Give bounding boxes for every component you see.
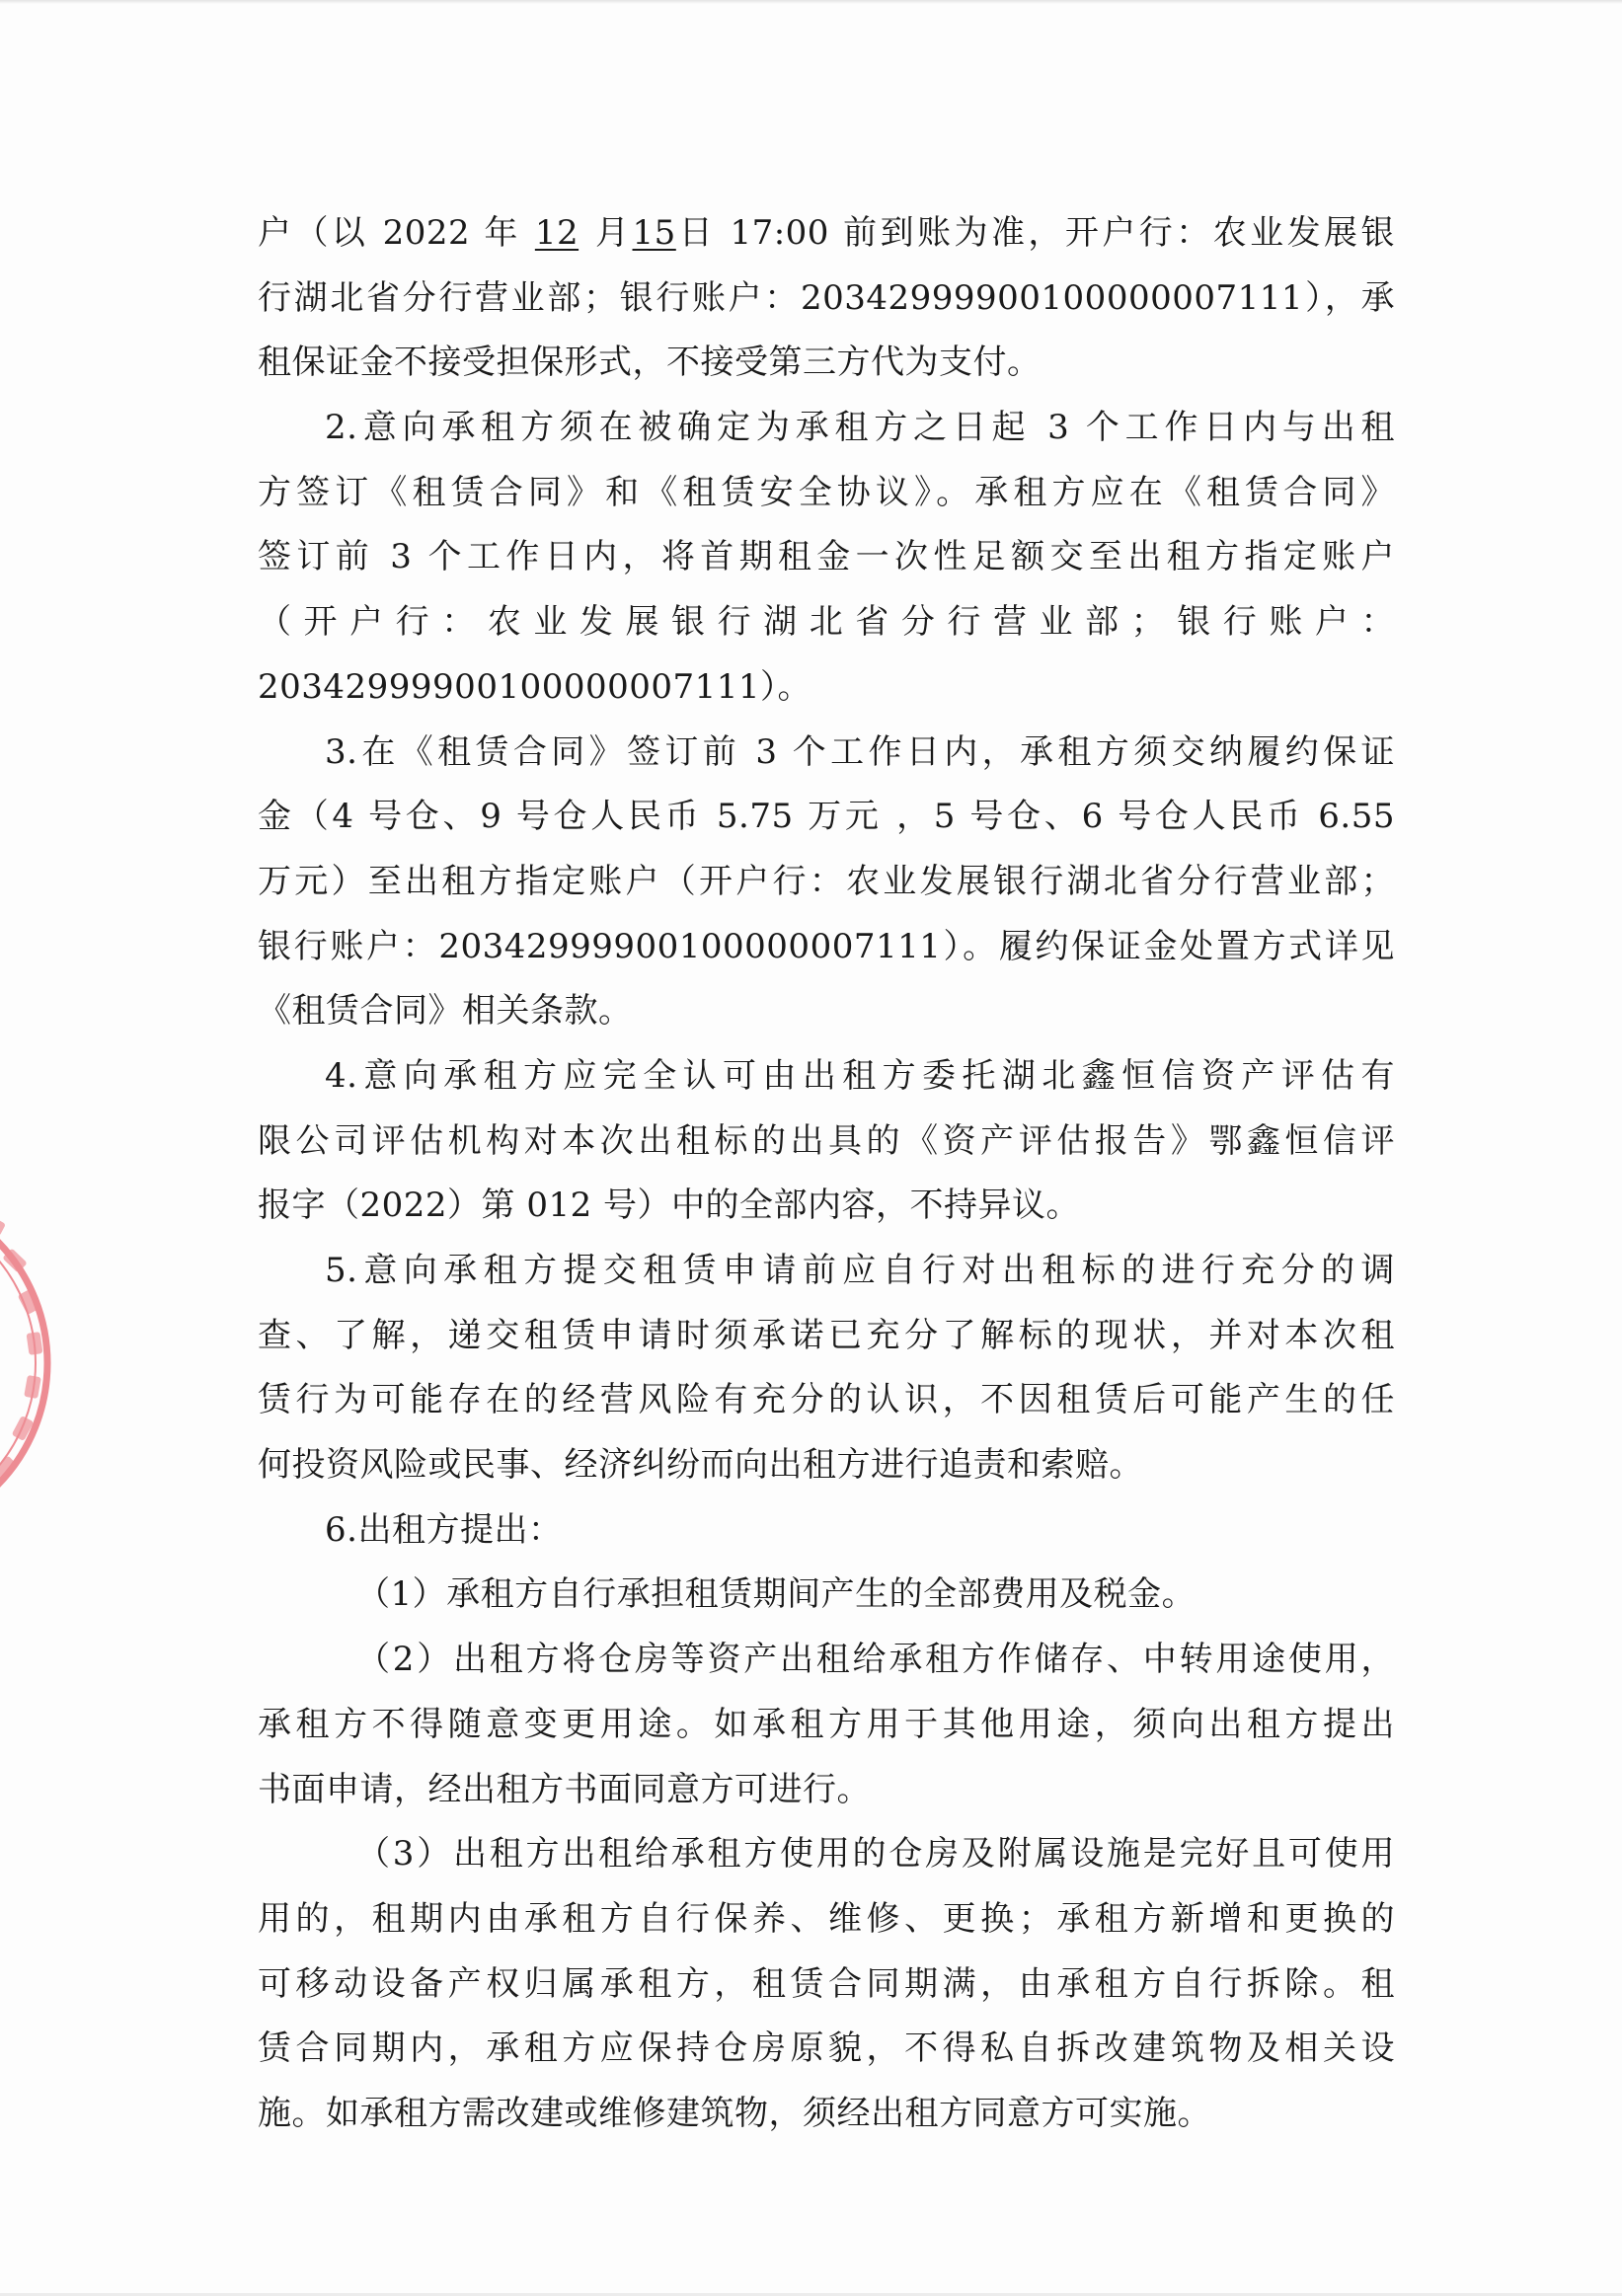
paragraph-5-line: 赁行为可能存在的经营风险有充分的认识，不因租赁后可能产生的任 — [258, 1380, 1395, 1420]
month-fill-in: 12 — [534, 213, 579, 253]
document-body — [258, 201, 1395, 2147]
scan-edge-top — [0, 0, 1622, 4]
paragraph-2-line: 方签订《租赁合同》和《租赁安全协议》。承租方应在《租赁合同》 — [258, 472, 1395, 512]
paragraph-3-line: 金（4 号仓、9 号仓人民币 5.75 万元 ，5 号仓、6 号仓人民币 6.55 — [258, 797, 1395, 837]
item-3-line: 赁合同期内，承租方应保持仓房原貌，不得私自拆改建筑物及相关设 — [258, 2028, 1395, 2069]
paragraph-3-line: 银行账户：20342999900100000007111）。履约保证金处置方式详见 — [258, 926, 1395, 966]
text-segment: 日 17:00 前到账为准，开户行：农业发展银 — [675, 213, 1395, 253]
text-segment: 户（以 2022 年 — [258, 213, 521, 253]
paragraph-3-line: 万元）至出租方指定账户（开户行：农业发展银行湖北省分行营业部； — [258, 861, 1395, 901]
paragraph-3-line: 《租赁合同》相关条款。 — [258, 991, 633, 1032]
paragraph-5-line: 何投资风险或民事、经济纠纷而向出租方进行追责和索赔。 — [258, 1445, 1143, 1486]
item-2-line: 书面申请，经出租方书面同意方可进行。 — [258, 1769, 871, 1809]
item-1-line: （1）承租方自行承担租赁期间产生的全部费用及税金。 — [356, 1574, 1197, 1615]
item-2-line: （2）出租方将仓房等资产出租给承租方作储存、中转用途使用， — [356, 1640, 1395, 1680]
text-line — [258, 201, 1395, 267]
item-3-line: 施。如承租方需改建或维修建筑物，须经出租方同意方可实施。 — [258, 2093, 1211, 2133]
text-line: 行湖北省分行营业部；银行账户：20342999900100000007111），承 — [258, 277, 1395, 318]
paragraph-2-line: （开户行：农业发展银行湖北省分行营业部；银行账户： — [258, 602, 1395, 643]
section-6-heading: 6.出租方提出： — [325, 1509, 563, 1550]
paragraph-4-line: 报字（2022）第 012 号）中的全部内容，不持异议。 — [258, 1186, 1081, 1226]
item-2-line: 承租方不得随意变更用途。如承租方用于其他用途，须向出租方提出 — [258, 1704, 1395, 1744]
day-fill-in: 15 — [632, 213, 676, 253]
paragraph-2-line: 签订前 3 个工作日内，将首期租金一次性足额交至出租方指定账户 — [258, 537, 1395, 577]
paragraph-2-line: 2.意向承租方须在被确定为承租方之日起 3 个工作日内与出租 — [325, 408, 1395, 448]
paragraph-4-line: 限公司评估机构对本次出租标的出具的《资产评估报告》鄂鑫恒信评 — [258, 1120, 1395, 1161]
text-line: 租保证金不接受担保形式，不接受第三方代为支付。 — [258, 343, 1042, 383]
paragraph-2-line: 20342999900100000007111）。 — [258, 666, 812, 707]
paragraph-3-line: 3.在《租赁合同》签订前 3 个工作日内，承租方须交纳履约保证 — [325, 731, 1395, 772]
item-3-line: 用的，租期内由承租方自行保养、维修、更换；承租方新增和更换的 — [258, 1898, 1395, 1939]
text-segment: 月 — [592, 213, 633, 253]
item-3-line: （3）出租方出租给承租方使用的仓房及附属设施是完好且可使用 — [356, 1834, 1395, 1875]
paragraph-4-line: 4.意向承租方应完全认可由出租方委托湖北鑫恒信资产评估有 — [325, 1055, 1395, 1096]
official-seal-stamp — [0, 1173, 111, 1554]
paragraph-5-line: 查、了解，递交租赁申请时须承诺已充分了解标的现状，并对本次租 — [258, 1315, 1395, 1355]
paragraph-5-line: 5.意向承租方提交租赁申请前应自行对出租标的进行充分的调 — [325, 1251, 1395, 1290]
item-3-line: 可移动设备产权归属承租方，租赁合同期满，由承租方自行拆除。租 — [258, 1963, 1395, 2004]
